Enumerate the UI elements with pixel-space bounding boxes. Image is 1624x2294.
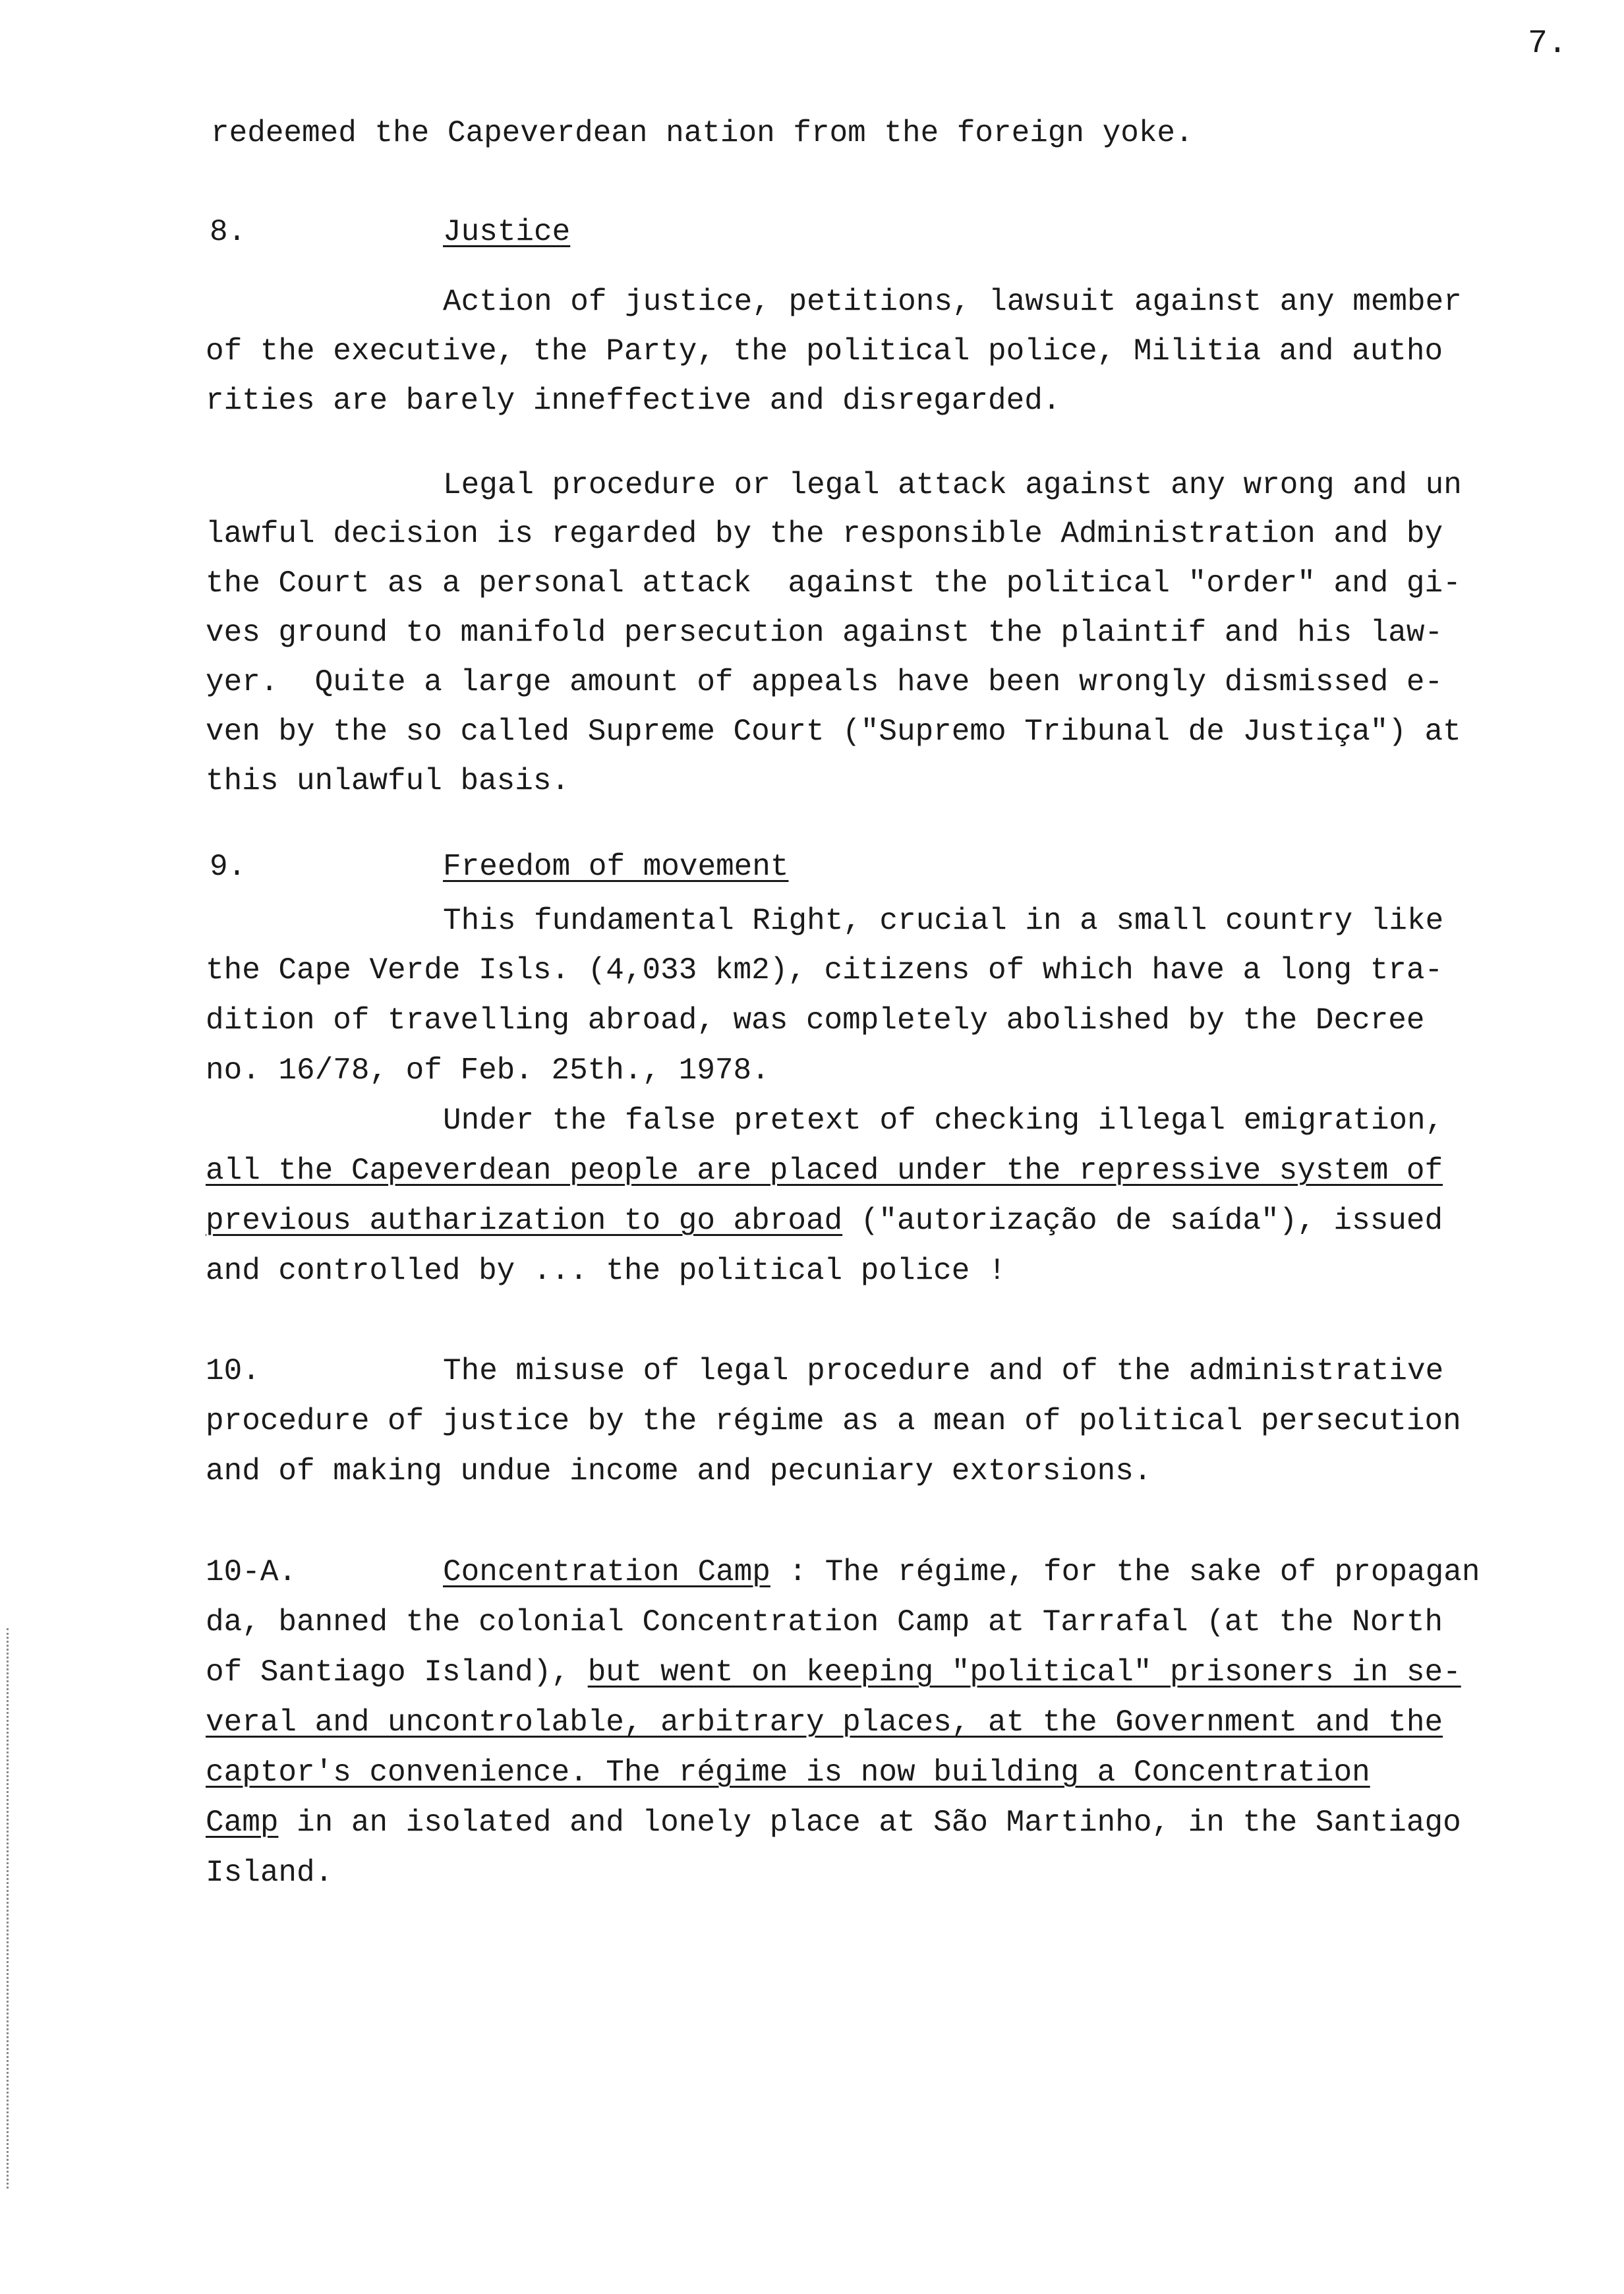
section-8-p2-line: Legal procedure or legal attack against any wrong and un — [443, 468, 1462, 502]
section-10-line: procedure of justice by the régime as a mean of political persecution — [206, 1404, 1461, 1438]
section-10-line: and of making undue income and pecuniary extorsions. — [206, 1454, 1152, 1488]
intro-line: redeemed the Capeverdean nation from the foreign yoke. — [211, 116, 1194, 150]
section-10a-phrase: of Santiago Island), — [206, 1655, 588, 1690]
section-8-p1-line: Action of justice, petitions, lawsuit against any member — [443, 285, 1462, 319]
section-10a-line: da, banned the colonial Concentration Camp at Tarrafal (at the North — [206, 1605, 1443, 1639]
section-10a-phrase: in an isolated and lonely place at São Martinho, in the Santiago — [278, 1806, 1461, 1840]
section-10a-number: 10-A. — [206, 1555, 297, 1589]
section-8-title: Justice — [443, 215, 571, 249]
section-10a-underlined-line: captor's convenience. The régime is now building a Concentration — [206, 1755, 1370, 1790]
section-9-underlined-phrase: previous autharization to go abroad — [206, 1204, 843, 1238]
section-9-p1-line: dition of travelling abroad, was completely abolished by the Decree — [206, 1003, 1425, 1038]
section-9-p2-line: Under the false pretext of checking illegal emigration, — [443, 1103, 1444, 1138]
section-9-title: Freedom of movement — [443, 850, 789, 884]
section-8-number: 8. — [210, 215, 246, 249]
section-8-p2-line: ves ground to manifold persecution against the plaintif and his law- — [206, 616, 1443, 650]
section-9-phrase: ("autorização de saída"), issued — [842, 1204, 1443, 1238]
section-8-p2-line: the Court as a personal attack against the political "order" and gi- — [206, 566, 1461, 601]
section-9-p1-line: no. 16/78, of Feb. 25th., 1978. — [206, 1053, 770, 1088]
section-9-p2-line — [206, 1201, 1443, 1241]
section-8-p1-line: rities are barely inneffective and disregarded. — [206, 384, 1061, 418]
section-8-p2-line: this unlawful basis. — [206, 764, 570, 798]
section-10a-underlined-line: veral and uncontrolable, arbitrary places, at the Government and the — [206, 1705, 1443, 1740]
margin-binding-marks — [7, 1628, 13, 2189]
section-10a-underlined-phrase: Camp — [206, 1806, 279, 1840]
section-10a-underlined-phrase: but went on keeping "political" prisoners in se- — [587, 1655, 1461, 1690]
section-10a-line: Island. — [206, 1856, 334, 1890]
section-9-p2-underlined-line: all the Capeverdean people are placed under the repressive system of — [206, 1154, 1443, 1188]
section-8-p1-line: of the executive, the Party, the political police, Militia and autho — [206, 334, 1443, 368]
section-10a-phrase: : The régime, for the sake of propagan — [770, 1555, 1480, 1589]
section-10a-line — [206, 1653, 1461, 1692]
section-10a-title: Concentration Camp — [443, 1555, 770, 1589]
section-8-p2-line: yer. Quite a large amount of appeals have been wrongly dismissed e- — [206, 665, 1443, 699]
section-8-p2-line: lawful decision is regarded by the responsible Administration and by — [206, 517, 1443, 551]
section-8-p2-line: ven by the so called Supreme Court ("Supremo Tribunal de Justiça") at — [206, 715, 1461, 749]
section-9-p1-line: This fundamental Right, crucial in a small country like — [443, 904, 1444, 938]
section-10a-line — [443, 1552, 1480, 1592]
section-10-number: 10. — [206, 1354, 260, 1388]
section-10a-line — [206, 1803, 1461, 1842]
page-number: 7. — [1528, 25, 1568, 63]
section-9-p1-line: the Cape Verde Isls. (4,033 km2), citizens of which have a long tra- — [206, 953, 1443, 987]
section-9-p2-line: and controlled by ... the political police ! — [206, 1254, 1006, 1288]
section-10-line: The misuse of legal procedure and of the administrative — [443, 1354, 1444, 1388]
section-9-number: 9. — [210, 850, 246, 884]
